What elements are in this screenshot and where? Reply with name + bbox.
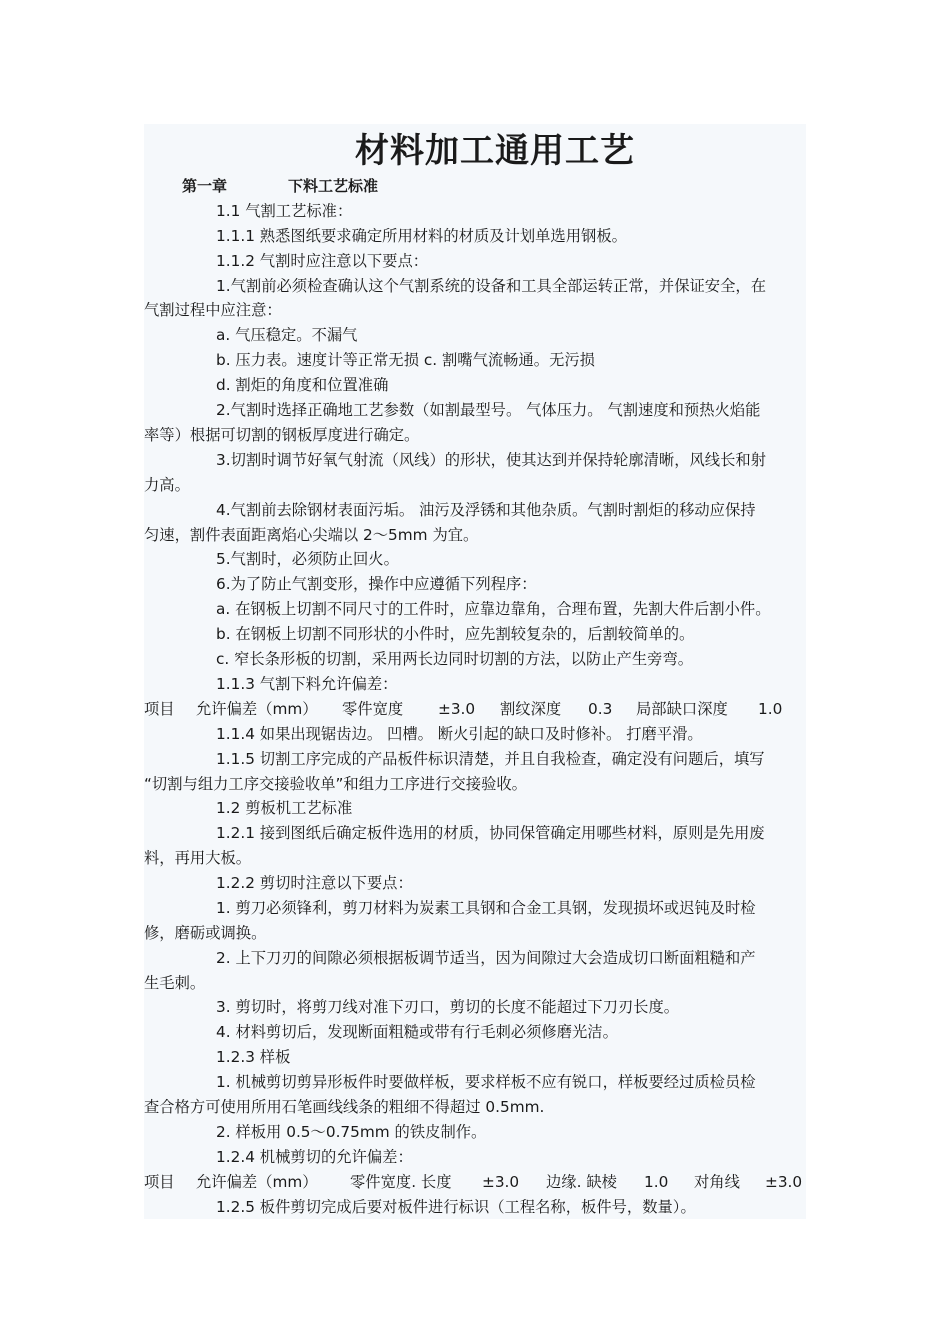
text-line: a. 气压稳定。不漏气 (216, 326, 358, 344)
table-cell: ±3.0 (482, 1173, 520, 1191)
text-line: 修，磨砺或调换。 (144, 924, 267, 942)
text-line: c. 窄长条形板的切割，采用两长边同时切割的方法，以防止产生旁弯。 (216, 650, 694, 668)
text-line: 3. 剪切时，将剪刀线对准下刃口，剪切的长度不能超过下刀刃长度。 (216, 998, 680, 1016)
text-line: 2. 样板用 0.5～0.75mm 的铁皮制作。 (216, 1123, 487, 1141)
text-line: 1.1.1 熟悉图纸要求确定所用材料的材质及计划单选用钢板。 (216, 227, 627, 245)
text-line: d. 割炬的角度和位置准确 (216, 376, 389, 394)
text-line: 1.1.5 切割工序完成的产品板件标识清楚，并且自我检查，确定没有问题后，填写 (216, 750, 765, 768)
text-line: 5.气割时，必须防止回火。 (216, 550, 399, 568)
text-line: 匀速，割件表面距离焰心尖端以 2～5mm 为宜。 (144, 526, 479, 544)
text-line: 生毛刺。 (144, 974, 206, 992)
page-title: 材料加工通用工艺 (355, 131, 635, 171)
table-cell: 项目 (144, 700, 175, 718)
table-cell: 允许偏差（mm） (196, 1173, 318, 1191)
table-cell: 边缘. 缺棱 (546, 1173, 617, 1191)
table-cell: 允许偏差（mm） (196, 700, 318, 718)
table-cell: 1.0 (758, 700, 783, 718)
text-line: 1.1.3 气割下料允许偏差： (216, 675, 398, 693)
text-line: 6.为了防止气割变形，操作中应遵循下列程序： (216, 575, 537, 593)
table-cell: 零件宽度. 长度 (350, 1173, 452, 1191)
table-cell: 1.0 (644, 1173, 669, 1191)
text-line: 1.1.4 如果出现锯齿边。 凹槽。 断火引起的缺口及时修补。 打磨平滑。 (216, 725, 703, 743)
text-line: 1. 剪刀必须锋利，剪刀材料为炭素工具钢和合金工具钢，发现损坏或迟钝及时检 (216, 899, 756, 917)
text-line: 1.2.1 接到图纸后确定板件选用的材质，协同保管确定用哪些材料，原则是先用废 (216, 824, 765, 842)
table-cell: 0.3 (588, 700, 613, 718)
text-line: 4. 材料剪切后，发现断面粗糙或带有行毛刺必须修磨光洁。 (216, 1023, 618, 1041)
text-line: 1.2.2 剪切时注意以下要点： (216, 874, 413, 892)
text-line: 2.气割时选择正确地工艺参数（如割最型号。 气体压力。 气割速度和预热火焰能 (216, 401, 761, 419)
text-line: 1.1.2 气割时应注意以下要点： (216, 252, 429, 270)
chapter-name: 下料工艺标准 (288, 177, 379, 195)
table-cell: 局部缺口深度 (636, 700, 728, 718)
text-line: 查合格方可使用所用石笔画线线条的粗细不得超过 0.5mm. (144, 1098, 545, 1116)
table-cell: 割纹深度 (500, 700, 562, 718)
text-line: 1.2.5 板件剪切完成后要对板件进行标识（工程名称，板件号，数量）。 (216, 1198, 696, 1216)
table-cell: 项目 (144, 1173, 175, 1191)
text-line: a. 在钢板上切割不同尺寸的工件时，应靠边靠角，合理布置，先割大件后割小件。 (216, 600, 771, 618)
text-line: 1.2.4 机械剪切的允许偏差： (216, 1148, 413, 1166)
text-line: 2. 上下刀刃的间隙必须根据板调节适当，因为间隙过大会造成切口断面粗糙和产 (216, 949, 756, 967)
text-line: 率等）根据可切割的钢板厚度进行确定。 (144, 426, 420, 444)
chapter-number: 第一章 (182, 177, 228, 195)
table-cell: 零件宽度 (342, 700, 404, 718)
text-line: 1. 机械剪切剪异形板件时要做样板，要求样板不应有锐口，样板要经过质检员检 (216, 1073, 756, 1091)
text-line: 3.切割时调节好氧气射流（风线）的形状，使其达到并保持轮廓清晰，风线长和射 (216, 451, 766, 469)
text-line: 1.气割前必须检查确认这个气割系统的设备和工具全部运转正常，并保证安全，在 (216, 277, 766, 295)
text-line: b. 在钢板上切割不同形状的小件时，应先割较复杂的，后割较简单的。 (216, 625, 695, 643)
text-line: 气割过程中应注意： (144, 301, 282, 319)
text-line: “切割与组力工序交接验收单”和组力工序进行交接验收。 (144, 775, 527, 793)
text-line: 力高。 (144, 476, 190, 494)
text-line: 1.2.3 样板 (216, 1048, 291, 1066)
text-line: 1.1 气割工艺标准： (216, 202, 353, 220)
text-line: 料，再用大板。 (144, 849, 252, 867)
text-line: 4.气割前去除钢材表面污垢。 油污及浮锈和其他杂质。气割时割炬的移动应保持 (216, 501, 756, 519)
table-cell: ±3.0 (765, 1173, 803, 1191)
text-line: b. 压力表。速度计等正常无损 c. 割嘴气流畅通。无污损 (216, 351, 595, 369)
table-cell: 对角线 (694, 1173, 740, 1191)
text-line: 1.2 剪板机工艺标准 (216, 799, 353, 817)
table-cell: ±3.0 (438, 700, 476, 718)
